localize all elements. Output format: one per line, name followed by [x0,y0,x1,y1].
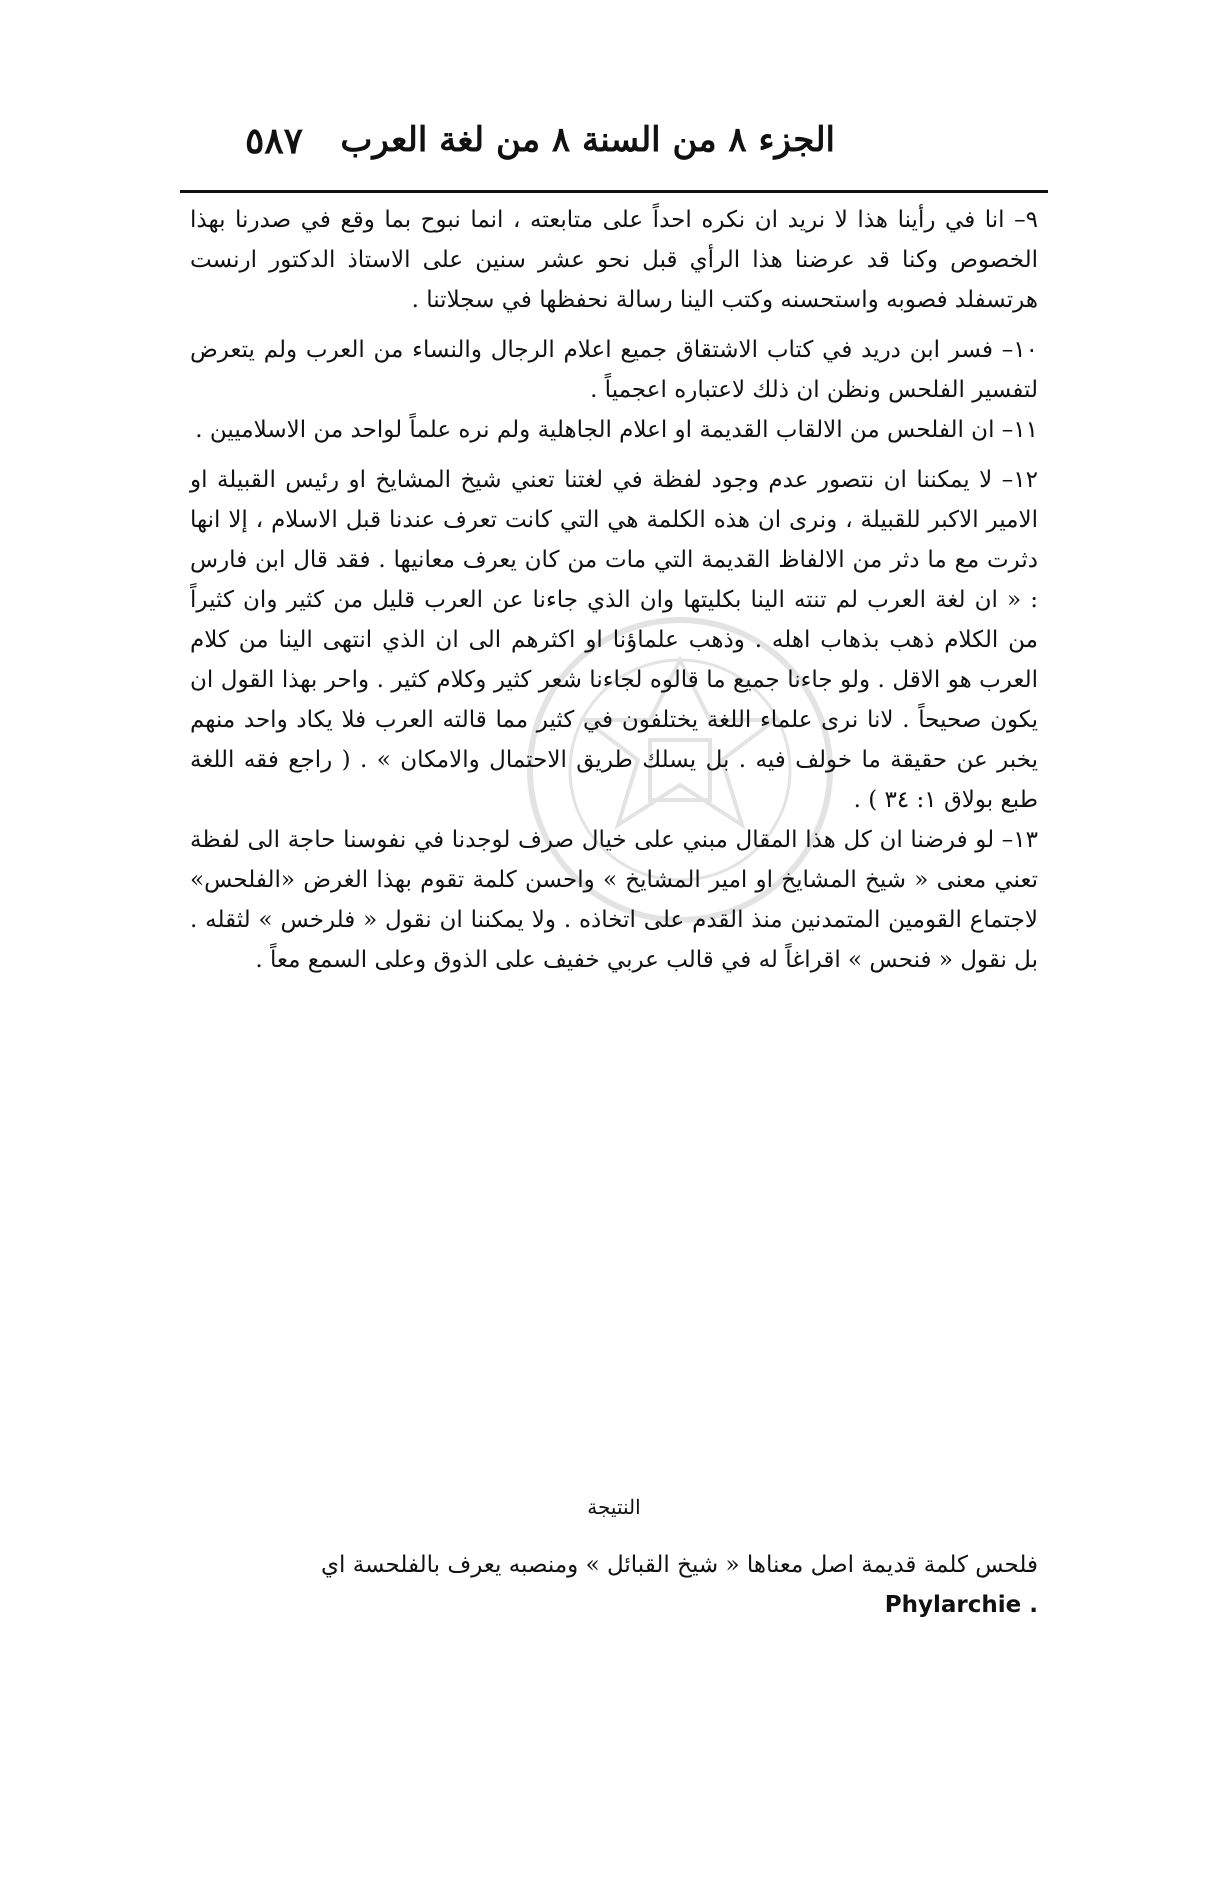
running-header [225,120,835,180]
numbered-paragraph-10: ١٠– فسر ابن دريد في كتاب الاشتقاق جميع اعلام الرجال والنساء من العرب ولم يتعرض لتفسير الفلحس ونظن ان ذلك لاعتباره اعجمياً . [190,337,1038,403]
latin-term: Phylarchie . [884,1592,1038,1618]
conclusion-heading: النتيجة [587,1495,641,1519]
page-number: ٥٨٧ [245,120,304,162]
numbered-paragraph-9: ٩– انا في رأينا هذا لا نريد ان نكره احداً على متابعته ، انما نبوح بما وقع في صدرنا بهذا الخصوص وكنا قد عرضنا هذا الرأي قبل نحو عشر سنين على الاستاذ الدكتور ارنست هرتسفلد فصوبه واستحسنه وكتب الينا رسالة نحفظها في سجلاتنا . [190,207,1038,313]
numbered-paragraph-11: ١١– ان الفلحس من الالقاب القديمة او اعلام الجاهلية ولم نره علماً لواحد من الاسلاميين . [195,417,1038,443]
header-divider [180,190,1048,193]
numbered-paragraph-12: ١٢– لا يمكننا ان نتصور عدم وجود لفظة في لغتنا تعني شيخ المشايخ او رئيس القبيلة او الامير الاكبر للقبيلة ، ونرى ان هذه الكلمة هي التي كانت تعرف عندنا قبل الاسلام ، إلا انها دثرت مع ما دثر من الالفاظ القديمة التي مات من كان يعرف معانيها . فقد قال ابن فارس : « ان لغة العرب لم تنته الينا بكليتها وان الذي جاءنا عن العرب قليل من كثير وان كثيراً من الكلام ذهب بذهاب اهله . وذهب علماؤنا او اكثرهم الى ان الذي انتهى الينا من كلام العرب هو الاقل . ولو جاءنا جميع ما قالوه لجاءنا شعر كثير وكلام كثير . واحر بهذا القول ان يكون صحيحاً . لانا نرى علماء اللغة يختلفون في كثير مما قالته العرب فلا يكاد واحد منهم يخبر عن حقيقة ما خولف فيه . بل يسلك طريق الاحتمال والامكان » . ( راجع فقه اللغة طبع بولاق ١: ٣٤ ) . [190,467,1038,813]
conclusion-paragraph [190,1545,1038,1625]
numbered-paragraph-13: ١٣– لو فرضنا ان كل هذا المقال مبني على خيال صرف لوجدنا في نفوسنا حاجة الى لفظة تعني معنى « شيخ المشايخ او امير المشايخ » واحسن كلمة تقوم بهذا الغرض «الفلحس» لاجتماع القومين المتمدنين منذ القدم على اتخاذه . ولا يمكننا ان نقول « فلرخس » لثقله . بل نقول « فنحس » اقراغاً له في قالب عربي خفيف على الذوق وعلى السمع معاً . [190,827,1038,973]
conclusion-sentence: فلحس كلمة قديمة اصل معناها « شيخ القبائل » ومنصبه يعرف بالفلحسة اي [320,1552,1038,1578]
running-title: الجزء ٨ من السنة ٨ من لغة العرب [340,120,835,160]
article-body [190,200,1038,980]
